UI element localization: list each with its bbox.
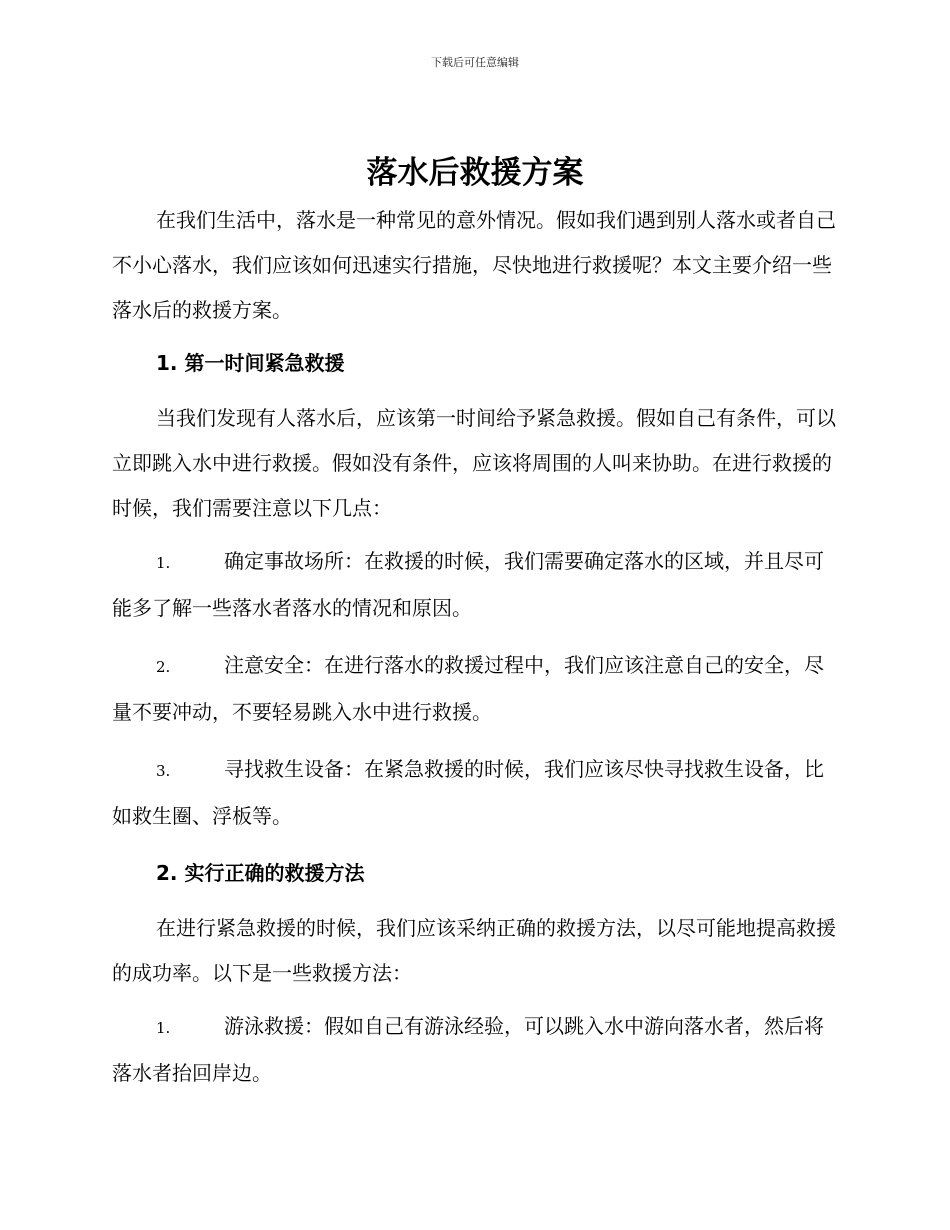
section-heading-1: 1. 第一时间紧急救援 bbox=[156, 351, 345, 375]
list-number: 1. bbox=[156, 1019, 171, 1037]
list-number: 1. bbox=[156, 554, 171, 572]
list-item bbox=[112, 1004, 836, 1096]
list-item bbox=[112, 747, 836, 839]
list-number: 3. bbox=[156, 762, 171, 780]
header-note: 下载后可任意编辑 bbox=[431, 56, 519, 69]
list-item-text: 确定事故场所：在救援的时候，我们需要确定落水的区域，并且尽可能多了解一些落水者落水的情况和原因。 bbox=[112, 549, 824, 620]
document-body bbox=[112, 198, 836, 1108]
section-heading-2: 2. 实行正确的救援方法 bbox=[156, 861, 365, 885]
document-title: 落水后救援方案 bbox=[366, 155, 584, 191]
list-item bbox=[112, 643, 836, 735]
list-item bbox=[112, 539, 836, 631]
intro-paragraph: 在我们生活中，落水是一种常见的意外情况。假如我们遇到别人落水或者自己不小心落水，我们应该如何迅速实行措施，尽快地进行救援呢？本文主要介绍一些落水后的救援方案。 bbox=[112, 208, 836, 322]
list-number: 2. bbox=[156, 658, 171, 676]
list-item-text: 游泳救援：假如自己有游泳经验，可以跳入水中游向落水者，然后将落水者抬回岸边。 bbox=[112, 1014, 824, 1085]
section-1-paragraph: 当我们发现有人落水后，应该第一时间给予紧急救援。假如自己有条件，可以立即跳入水中进行救援。假如没有条件，应该将周围的人叫来协助。在进行救援的时候，我们需要注意以下几点： bbox=[112, 406, 836, 520]
list-item-text: 寻找救生设备：在紧急救援的时候，我们应该尽快寻找救生设备，比如救生圈、浮板等。 bbox=[112, 757, 824, 828]
list-item-text: 注意安全：在进行落水的救援过程中，我们应该注意自己的安全，尽量不要冲动，不要轻易跳入水中进行救援。 bbox=[112, 653, 824, 724]
section-2-paragraph: 在进行紧急救援的时候，我们应该采纳正确的救援方法，以尽可能地提高救援的成功率。以下是一些救援方法： bbox=[112, 916, 836, 985]
